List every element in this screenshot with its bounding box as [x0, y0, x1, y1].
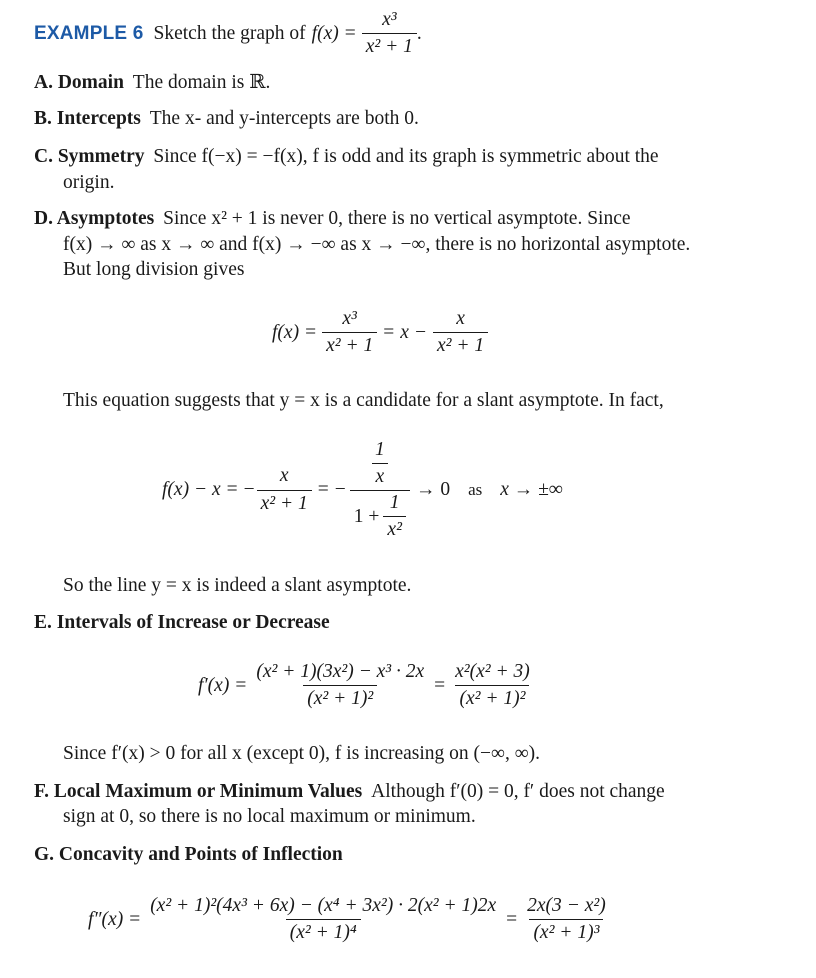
eq1-fraction-1: $\frac{\text{x³}}{\text{x² + 1}}$ — [322, 309, 377, 357]
eq2-fraction-1: $\frac{x}{\text{x² + 1}}$ — [257, 466, 312, 514]
section-f-line2: sign at 0, so there is no local maximum or minimum. — [63, 806, 476, 827]
section-a-label: A. Domain — [34, 72, 124, 93]
example-intro: Sketch the graph of — [153, 22, 306, 44]
example-fraction: $\frac{\text{x³}}{\text{x² + 1}}$ — [362, 10, 417, 58]
example-fx: f(x) — [311, 22, 339, 44]
section-d — [34, 208, 631, 230]
eq2-complex-fraction: $\frac{1}{x}$ 1 + $\frac{1}{\text{x²}}$ — [350, 440, 410, 541]
section-f — [34, 781, 665, 803]
section-d-line2: f(x) → ∞ as x → ∞ and f(x) → −∞ as x → −∞, there is no horizontal asymptote. — [63, 234, 691, 255]
e-fraction-2: $\frac{\text{x²(x² + 3)}}{\text{(x² + 1)²}}$ — [455, 661, 530, 710]
section-a-text: The domain is ℝ. — [132, 72, 271, 93]
section-f-line1: Although f′(0) = 0, f′ does not change — [371, 781, 665, 802]
example-heading: EXAMPLE 6 Sketch the graph of f(x) = $\frac{\text{x³}}{\text{x² + 1}}$ . — [34, 9, 422, 58]
section-d-label: D. Asymptotes — [34, 208, 155, 229]
section-d-line5: So the line y = x is indeed a slant asymptote. — [63, 575, 412, 596]
section-g-label: G. Concavity and Points of Inflection — [34, 844, 343, 865]
g-fraction-1: $\frac{\text{(x² + 1)²(4x³ + 6x) − (x⁴ + 3x²) · 2(x² + 1)2x}}{\text{(x² + 1)⁴}}$ — [150, 895, 497, 944]
equation-slant-limit: f(x) − x = − $\frac{x}{\text{x² + 1}}$ = − $\frac{1}{x}$ 1 + $\frac{1}{\text{x²}}$ → 0 as x → ±∞ — [162, 439, 563, 541]
section-d-line4: This equation suggests that y = x is a candidate for a slant asymptote. In fact, — [63, 390, 664, 411]
section-e-text: Since f′(x) > 0 for all x (except 0), f is increasing on (−∞, ∞). — [63, 743, 540, 764]
example-label: EXAMPLE 6 — [34, 22, 144, 44]
g-fraction-2: $\frac{\text{2x(3 − x²)}}{\text{(x² + 1)³}}$ — [527, 895, 606, 944]
equation-first-derivative: f′(x) = $\frac{\text{(x² + 1)(3x²) − x³ · 2x}}{\text{(x² + 1)²}}$ = $\frac{\text{x²(x² + 3)}}{\text{(x² + 1)²}}$ — [198, 662, 534, 710]
section-c — [34, 146, 659, 168]
equation-long-division: f(x) = $\frac{\text{x³}}{\text{x² + 1}}$ = x − $\frac{x}{\text{x² + 1}}$ — [272, 309, 488, 357]
e-fraction-1: $\frac{\text{(x² + 1)(3x²) − x³ · 2x}}{\text{(x² + 1)²}}$ — [256, 661, 425, 710]
section-c-line2: origin. — [63, 172, 115, 193]
section-d-line1: Since x² + 1 is never 0, there is no vertical asymptote. Since — [163, 208, 631, 229]
section-c-line1: Since f(−x) = −f(x), f is odd and its graph is symmetric about the — [153, 146, 659, 167]
section-e-label: E. Intervals of Increase or Decrease — [34, 612, 330, 633]
section-f-label: F. Local Maximum or Minimum Values — [34, 781, 363, 802]
section-b — [34, 108, 419, 130]
section-d-line3: But long division gives — [63, 259, 245, 280]
equation-second-derivative: f″(x) = $\frac{\text{(x² + 1)²(4x³ + 6x) − (x⁴ + 3x²) · 2(x² + 1)2x}}{\text{(x² + 1)⁴}}$ = $\frac{\text{2x(3 − x²)}}{\text{(x² + 1)³}}$ — [88, 896, 610, 944]
section-c-label: C. Symmetry — [34, 146, 145, 167]
section-b-text: The x- and y-intercepts are both 0. — [149, 108, 419, 129]
section-b-label: B. Intercepts — [34, 108, 141, 129]
eq1-fraction-2: $\frac{x}{\text{x² + 1}}$ — [433, 309, 488, 357]
section-a — [34, 70, 270, 94]
